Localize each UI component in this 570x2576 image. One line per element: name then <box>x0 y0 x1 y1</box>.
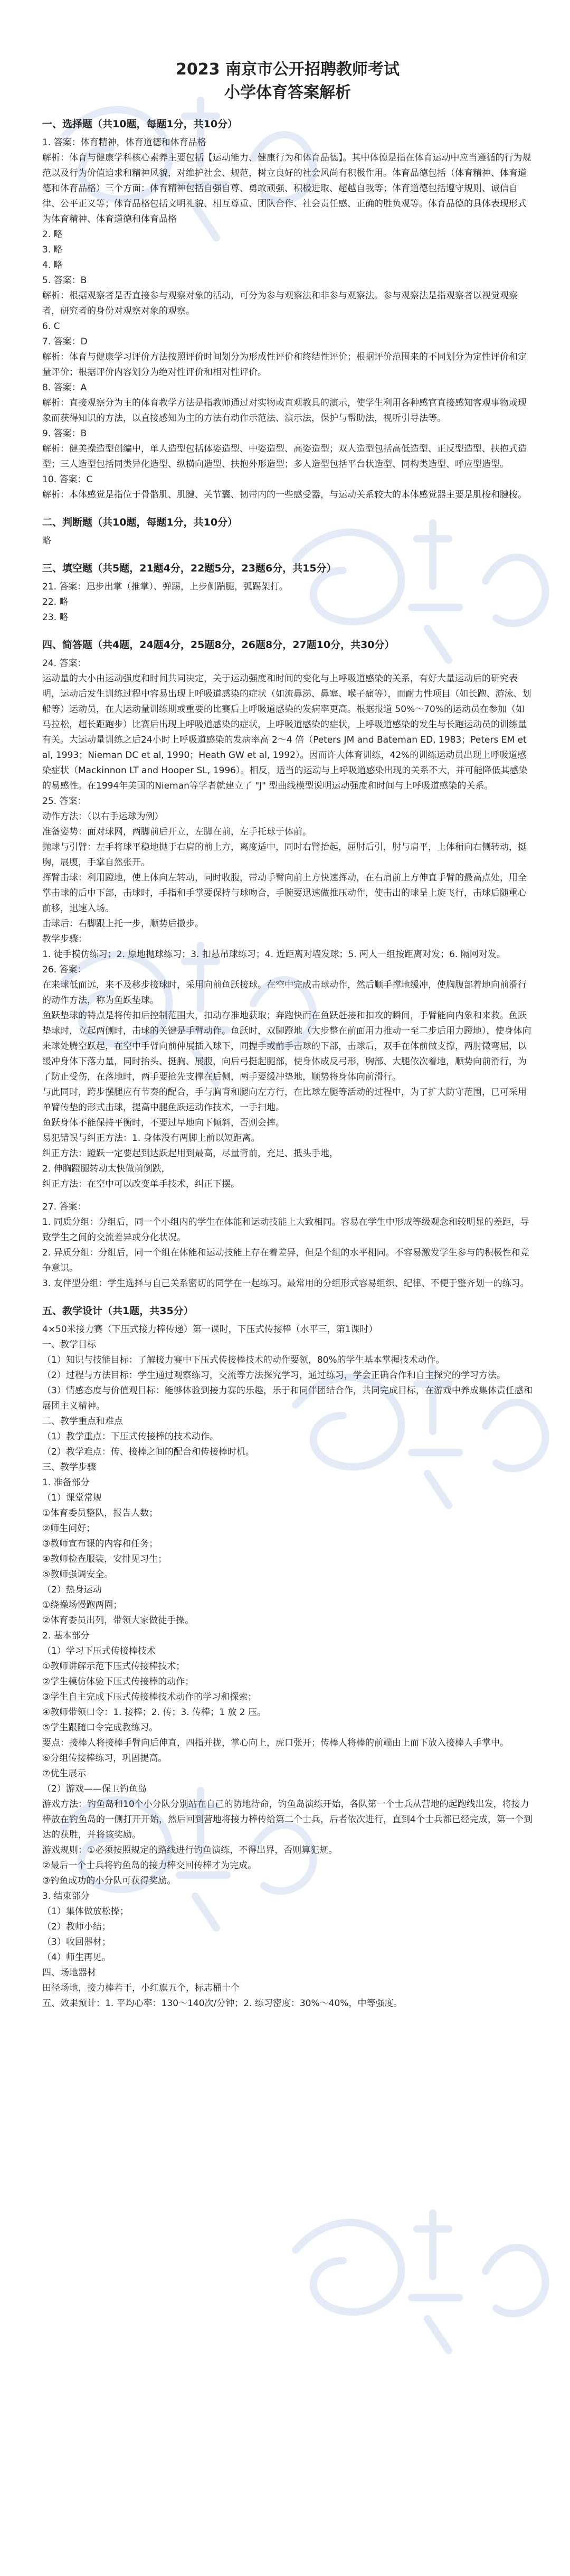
answer-line: ①体育委员整队，报告人数； <box>42 1508 158 1519</box>
answer-line: 与此同时，跨步摆腿应有节奏的配合，手与胸背和腿向左方行，在比球左腿等活动的过程中，为了扩大防守范围，已可采用单臂传垫的形式击球，提高中腿鱼跃运动作技术，一手扫地。 <box>42 1087 527 1113</box>
answer-line: 解析：健美操造型创编中，单人造型包括体姿造型、中姿造型、高姿造型；双人造型包括高低造型、正反型造型、扶抱式造型；三人造型包括同类异化造型、纵横向造型、扶抱外形造型；多人造型包括平台状造型、同构类造型、呼应型造型。 <box>42 444 527 470</box>
answer-line: ④教师检查服装，安排见习生； <box>42 1554 167 1565</box>
answer-line: 3. 结束部分 <box>42 1891 90 1901</box>
answer-line: 游戏规则：①必须按照规定的路线进行钓鱼演练，不得出界，否则算犯规。 <box>42 1845 338 1856</box>
answer-line: 易犯错误与纠正方法：1. 身体没有两脚上前以短距离。 <box>42 1133 260 1144</box>
section-heading: 二、判断题（共10题，每题1分，共10分） <box>42 517 238 528</box>
answer-line: 二、教学重点和难点 <box>42 1416 123 1427</box>
answer-line: 略 <box>42 536 51 546</box>
answer-line: ④教师带领口令：1. 接棒；2. 传；3. 传棒；1 放 2 压。 <box>42 1707 266 1718</box>
answer-line: 25. 答案： <box>42 796 87 807</box>
answer-line: 26. 答案： <box>42 964 87 975</box>
answer-line: 8. 答案：A <box>42 382 87 393</box>
answer-line: ②体育委员出列，带领大家做徒手操。 <box>42 1615 194 1626</box>
answer-line: 10. 答案：C <box>42 474 93 485</box>
answer-line: 24. 答案： <box>42 658 87 669</box>
answer-line: （2）教学难点：传、接棒之间的配合和传接棒时机。 <box>42 1447 254 1457</box>
answer-line: （1）课堂常规 <box>42 1493 102 1503</box>
answer-line: 纠正方法：蹬跃一定要起到达跃起用到最高，尽量背前，充足、抵头手地， <box>42 1148 338 1159</box>
answer-line: 6. C <box>42 321 60 332</box>
answer-line: 2. 伸胸蹬腿转动太快做前倒跌， <box>42 1164 170 1174</box>
answer-line: 抛球与引臂：左手将球平稳地抛于右肩的前上方，离度适中，同时右臂抬起，屈肘后引，肘与肩平，上体稍向右侧转动，挺胸，展腹，手掌自然张开。 <box>42 842 527 868</box>
answer-line: 解析：根据观察者是否直接参与观察对象的活动，可分为参与观察法和非参与观察法。参与观察法是指观察者以视觉观察者，研究者的身份对观察对象的观察。 <box>42 291 518 316</box>
answer-line: 9. 答案：B <box>42 428 87 439</box>
answer-line: 1. 徒手模仿练习；2. 原地抛球练习；3. 扣悬吊球练习；4. 近距离对墙发球；5. 两人一组按距离对发；6. 隔网对发。 <box>42 949 506 960</box>
answer-line: 游戏方法：钓鱼岛和10个小分队分别站在自己的防地待命，钓鱼岛演练开始，各队第一个士兵从营地的起跑线出发，将接力棒放在钓鱼岛的一侧打开开始，然后回到营地将接力棒传给第二个士兵，后者依次进行，直到4个士兵都已经完成，第一个到达的获胜，并将该奖励。 <box>42 1799 533 1840</box>
answer-line: ⑤教师强调安全。 <box>42 1569 113 1580</box>
answer-line: 一、教学目标 <box>42 1339 96 1350</box>
section-heading: 四、简答题（共4题，24题4分，25题8分，26题8分，27题10分，共30分） <box>42 639 395 651</box>
section-heading: 一、选择题（共10题，每题1分，共10分） <box>42 118 238 130</box>
answer-line: 1. 答案：体育精神，体育道德和体育品格 <box>42 137 206 148</box>
answer-line: 22. 略 <box>42 597 69 607</box>
section-heading: 五、教学设计（共1题，共35分） <box>42 1305 194 1317</box>
document-subtitle: 小学体育答案解析 <box>224 83 351 102</box>
answer-line: 4×50米接力赛（下压式接力棒传递）第一课时，下压式传接棒（水平三，第1课时） <box>42 1324 378 1335</box>
answer-line: ⑤学生跟随口令完成教练习。 <box>42 1722 158 1733</box>
answer-line: 运动量的大小由运动强度和时间共同决定，关于运动强度和时间的变化与上呼吸道感染的关系，有好大量运动后的研究表明，运动后发生训练过程中容易出现上呼吸道感染的症状（如流鼻涕、鼻塞、喉子痛等），而耐力性项目（如长跑、游泳、划船等）运动员，在大运动量训练期或重要的比赛后上呼吸道感染的发病率更高。根据报道 50%～70%的运动员在参加（如马拉松，超长距跑步）比赛后出现上呼吸道感染的症状，上呼吸道感染的症状，上呼吸道感染的发生与长跑运动员的训练量有关。大运动量训练之后24小时上呼吸道感染的发病率高 2～4 倍（Peters JM and Bateman ED, 1983；Peters EM et al, 1993；Nieman DC et al, 1990；Heath GW et al, 1992）。因而许大体育训练，42%的训练运动员出现上呼吸道感染症状（Mackinnon LT and Hooper SL, 1996）。相反，适当的运动与上呼吸道感染出现的关系不大，并可能降低其感染的易感性。在1994年美国的Nieman等学者就建立了 "J" 型曲线模型说明运动强度和时间与上呼吸道感染的关系。 <box>42 673 531 791</box>
answer-line: 2. 异质分组：分组后，同一个组在体能和运动技能上存在着差异，但是个组的水平相同。不容易激发学生参与的积极性和竞争意识。 <box>42 1248 529 1273</box>
answer-line: 4. 略 <box>42 260 63 270</box>
answer-line: （4）师生再见。 <box>42 1952 111 1963</box>
answer-line: 2. 基本部分 <box>42 1631 90 1641</box>
answer-line: （3）情感态度与价值观目标：能够体验到接力赛的乐趣，乐于和同伴团结合作，共同完成目标，在游戏中养成集体责任感和展团主义精神。 <box>42 1385 533 1411</box>
answer-line: 击球后：右脚跟上托一步，顺势后撤步。 <box>42 919 204 929</box>
answer-line: 27. 答案： <box>42 1202 87 1212</box>
answer-line: 挥臂击球：利用蹬地，使上体向左转动，同时收腹，带动手臂向前上方快速挥动，在右肩前上方伸直手臂的最高点处，用全掌击球的后中下部，击球时，手指和手掌要保持与球吻合，手腕要迅速做推压动作，使击出的球呈上旋飞行，击球后随重心前移，迅速入场。 <box>42 873 527 914</box>
answer-line: 3. 友伴型分组：学生选择与自己关系密切的同学在一起练习。最常用的分组形式容易组织、纪律、不便于整齐划一的练习。 <box>42 1278 529 1289</box>
answer-line: 教学步骤： <box>42 934 87 944</box>
answer-line: 23. 略 <box>42 612 69 623</box>
answer-line: （1）知识与技能目标：了解接力赛中下压式传接棒技术的动作要领，80%的学生基本掌握技术动作。 <box>42 1355 445 1365</box>
answer-line: 要点：接棒人将接棒手臂向后伸直，四指并拢，掌心向上，虎口张开；传棒人将棒的前端由上而下放入接棒人手掌中。 <box>42 1738 509 1748</box>
answer-line: 鱼跃垫球的特点是将传扣后控制范围大，扣动存准地获取；奔跑快而在鱼跃赶接和扣攻的瞬间，手臂能向内象和来救。鱼跃垫球时，立起两侧时，击球的关键是手臂动作。鱼跃时，双脚蹬地（大步整在前面用力推动一至二步后用力蹬地），使身体向来球处腾空跃起，在空中手臂向前伸展插入球下，同握手或前手击球的下部，击球后，双手在体前做支撑，两肘微弯屈，以缓冲身体下落力量，同时抬头、挺胸、展腹，向后弓挺起腿部，使身体成反弓形，胸部、大腿依次着地，顺势向前滑行，为了防止受伤，在落地时，两手要抢先支撑在后侧，两手要缓冲垫地，顺势将身体向前滑行。 <box>42 1010 531 1082</box>
answer-line: ③教师宣布课的内容和任务； <box>42 1539 158 1549</box>
answer-line: 1. 同质分组：分组后，同一个小组内的学生在体能和运动技能上大致相同。容易在学生中形成等级观念和较明显的差距，导致学生之间的交流差异或分化状况。 <box>42 1217 529 1243</box>
answer-line: ②师生问好； <box>42 1523 96 1534</box>
answer-line: ⑥分组传接棒练习，巩固提高。 <box>42 1753 167 1764</box>
answer-line: 7. 答案：D <box>42 336 88 347</box>
answer-line: ③学生自主完成下压式传接棒技术动作的学习和探索； <box>42 1692 257 1702</box>
answer-line: 解析：本体感觉是指位于骨骼肌、肌腱、关节囊、韧带内的一些感受器，与运动关系较大的本体感觉器主要是肌梭和腱梭。 <box>42 490 527 500</box>
answer-line: 2. 略 <box>42 229 63 240</box>
answer-line: ②最后一个士兵将钓鱼岛的接力棒交回传棒才为完成。 <box>42 1860 257 1871</box>
answer-line: 解析：体育与健康学科核心素养主要包括【运动能力、健康行为和体育品德】。其中体德是指在体育运动中应当遵循的行为规范以及行为价值追求和精神风貌，对维护社会、规范，树立良好的社会风尚有积极作用。体育品德包括（体育精神、体育道德和体育品格）三个方面：体育精神包括自强自尊、勇敢顽强、积极进取、超越自我等；体育道德包括遵守规则、诚信自律、公平正义等；体育品格包括文明礼貌、相互尊重、团队合作、社会责任感、正确的胜负观等。体育品德的具体表现形式为体育精神、体育道德和体育品格 <box>42 153 531 224</box>
answer-line: （1）学习下压式传接棒技术 <box>42 1646 156 1656</box>
answer-line: ⑦优生展示 <box>42 1768 87 1779</box>
answer-line: 田径场地，接力棒若干，小红旗五个，标志桶十个 <box>42 1983 240 1993</box>
answer-line: 21. 答案：迅步出掌（推掌）、弹踢，上步侧踹腿，弧踢架打。 <box>42 582 288 592</box>
answer-line: （2）游戏——保卫钓鱼岛 <box>42 1784 147 1794</box>
watermark-swirl <box>296 2223 402 2312</box>
answer-line: （2）热身运动 <box>42 1585 102 1595</box>
answer-line: （2）教师小结； <box>42 1922 111 1932</box>
answer-line: 解析：直接观察分为主的体育教学方法是指教师通过对实物或直观教具的演示，使学生利用各种感官直接感知客观事物或现象而获得知识的方法，以直接感知为主的方法有动作示范法、演示法，保护与帮助法，视听引导法等。 <box>42 398 527 424</box>
answer-line: 5. 答案：B <box>42 275 87 286</box>
answer-line: 三、教学步骤 <box>42 1462 96 1473</box>
answer-line: （1）集体做放松操； <box>42 1906 129 1917</box>
document-body <box>42 58 533 2011</box>
answer-line: （3）收回器材； <box>42 1937 111 1947</box>
answer-line: 鱼跃身体不能保持平衡时，不要过早地向下倾斜，否则会摔。 <box>42 1118 284 1128</box>
answer-line: 在来球低而远，来不及移步接球时，采用向前鱼跃接球。在空中完成击球动作，然后顺手撑地缓冲，使胸腹部着地向前滑行的动作方法，称为鱼跃垫球。 <box>42 980 527 1006</box>
answer-line: 3. 略 <box>42 245 63 255</box>
answer-line: 1. 准备部分 <box>42 1477 90 1488</box>
answer-line: ①绕操场慢跑两圈； <box>42 1600 122 1610</box>
answer-line: 准备姿势：面对球网，两脚前后开立，左脚在前，左手托球于体前。 <box>42 827 311 837</box>
answer-sections <box>42 116 533 2011</box>
watermark-glyph <box>412 2213 459 2350</box>
section-heading: 三、填空题（共5题，21题4分，22题5分，23题6分，共15分） <box>42 563 337 574</box>
answer-line: 纠正方法：在空中可以改变单手技术，纠正下摆。 <box>42 1179 240 1189</box>
answer-line: ③钓鱼成功的小分队可获得奖励。 <box>42 1876 176 1886</box>
answer-line: 解析：体育与健康学习评价方法按照评价时间划分为形成性评价和终结性评价；根据评价范围来的不同划分为定性评价和定量评价；根据评价内容划分为绝对性评价和相对性评价。 <box>42 352 527 378</box>
answer-line: （2）过程与方法目标：学生通过观察练习，交流等方法探究学习，通过练习，学会正确合作和自主探究的学习方法。 <box>42 1370 506 1381</box>
answer-line: ①教师讲解示范下压式传接棒技术； <box>42 1661 185 1672</box>
answer-line: （1）教学重点：下压式传接棒的技术动作。 <box>42 1431 218 1442</box>
answer-line: 五、效果预计：1. 平均心率：130～140次/分钟；2. 练习密度：30%～40%，中等强度。 <box>42 1998 403 2009</box>
watermark-swirl <box>486 2247 546 2313</box>
answer-line: 四、场地器材 <box>42 1968 96 1978</box>
section-spacer <box>42 1192 533 1200</box>
answer-line: 动作方法：（以右手运球为例） <box>42 811 164 822</box>
answer-line: ②学生模仿体验下压式传接棒的动作； <box>42 1676 194 1687</box>
document-title: 2023 南京市公开招聘教师考试 <box>176 60 400 79</box>
